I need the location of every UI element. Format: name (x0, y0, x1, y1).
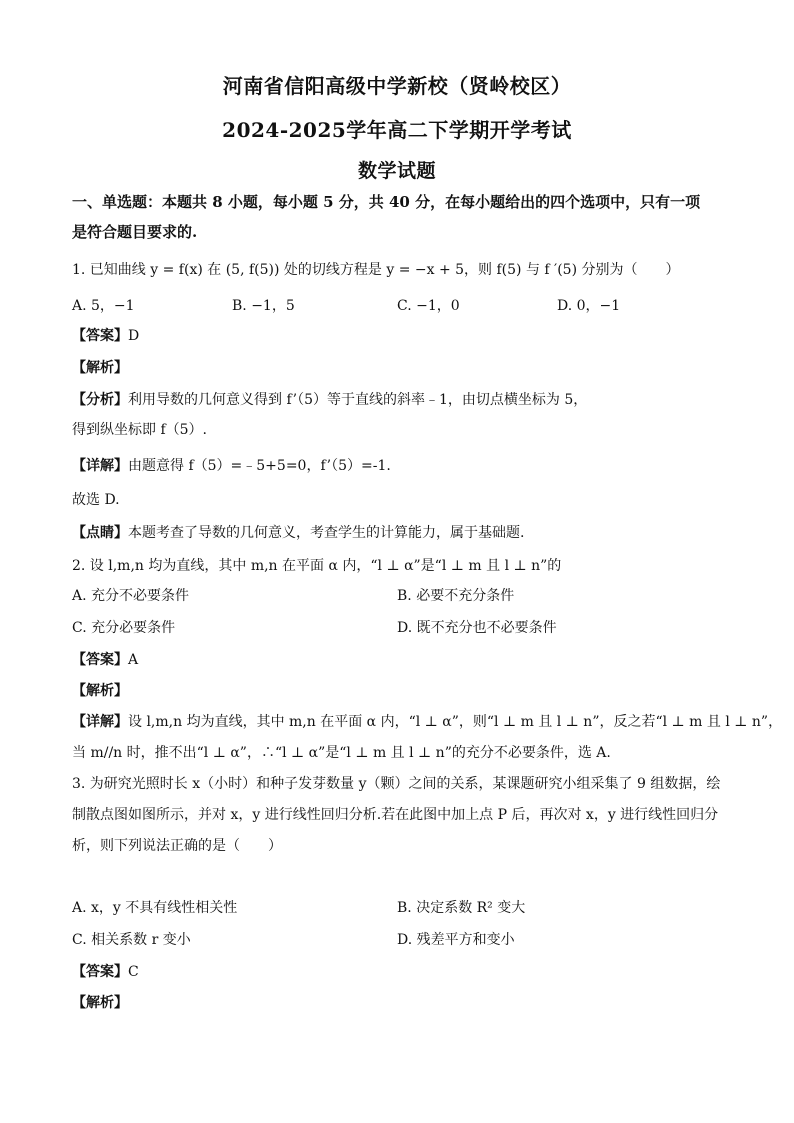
q2-option-c: C. 充分必要条件 (72, 620, 176, 636)
q1-option-c: C. −1，0 (397, 298, 460, 314)
q1-fenxi-line2: 得到纵坐标即 f（5）. (72, 422, 207, 438)
section-instructions-line2: 是符合题目要求的. (72, 223, 198, 241)
q1-option-d: D. 0，−1 (557, 298, 621, 314)
q3-option-a: A. x，y 不具有线性相关性 (72, 900, 238, 916)
q1-comment: 【点睛】本题考查了导数的几何意义，考查学生的计算能力，属于基础题. (72, 525, 525, 541)
q3-stem-line2: 制散点图如图所示，并对 x，y 进行线性回归分析.若在此图中加上点 P 后，再次对 x，y 进行线性回归分 (72, 807, 719, 823)
q2-stem: 2. 设 l,m,n 均为直线，其中 m,n 在平面 α 内，“l ⊥ α”是“l ⊥ m 且 l ⊥ n”的 (72, 558, 562, 574)
q3-answer: 【答案】C (72, 964, 139, 980)
q2-detail-line2: 当 m//n 时，推不出“l ⊥ α”，∴“l ⊥ α”是“l ⊥ m 且 l ⊥ n”的充分不必要条件，选 A. (72, 745, 611, 761)
q3-stem-line1: 3. 为研究光照时长 x（小时）和种子发芽数量 y（颗）之间的关系，某课题研究小组采集了 9 组数据，绘 (72, 776, 721, 792)
q1-option-a: A. 5，−1 (72, 298, 135, 314)
q1-analysis-label: 【解析】 (72, 360, 128, 376)
q1-conclusion: 故选 D. (72, 492, 120, 508)
q3-option-b: B. 决定系数 R² 变大 (397, 900, 526, 916)
q1-detail: 【详解】由题意得 f（5）=﹣5+5=0，f’（5）=-1. (72, 458, 391, 474)
q3-option-d: D. 残差平方和变小 (397, 932, 515, 948)
q3-stem-line3: 析，则下列说法正确的是（ ） (72, 838, 282, 854)
q1-stem: 1. 已知曲线 y = f(x) 在 (5, f(5)) 处的切线方程是 y = −x + 5，则 f(5) 与 f ′(5) 分别为（ ） (72, 262, 680, 278)
section-instructions-line1: 一、单选题：本题共 8 小题，每小题 5 分，共 40 分，在每小题给出的四个选项中，只有一项 (72, 193, 701, 211)
subject-title: 数学试题 (357, 160, 436, 182)
answer-label: 【答案】 (72, 328, 128, 344)
q1-option-b: B. −1，5 (232, 298, 295, 314)
q1-answer (72, 326, 732, 346)
q1-fenxi: 【分析】利用导数的几何意义得到 f’（5）等于直线的斜率﹣1，由切点横坐标为 5， (72, 392, 588, 408)
q2-option-b: B. 必要不充分条件 (397, 588, 515, 604)
q2-detail: 【详解】设 l,m,n 均为直线，其中 m,n 在平面 α 内，“l ⊥ α”，则“l ⊥ m 且 l ⊥ n”，反之若“l ⊥ m 且 l ⊥ n”， (72, 714, 783, 730)
answer-value: D (128, 328, 140, 344)
q2-answer: 【答案】A (72, 652, 139, 668)
q2-analysis-label: 【解析】 (72, 683, 128, 699)
q3-analysis-label: 【解析】 (72, 995, 128, 1011)
q2-option-a: A. 充分不必要条件 (72, 588, 190, 604)
exam-title: 2024-2025学年高二下学期开学考试 (222, 118, 572, 142)
school-title: 河南省信阳高级中学新校（贤岭校区） (222, 74, 572, 98)
q2-option-d: D. 既不充分也不必要条件 (397, 620, 557, 636)
q3-option-c: C. 相关系数 r 变小 (72, 932, 191, 948)
